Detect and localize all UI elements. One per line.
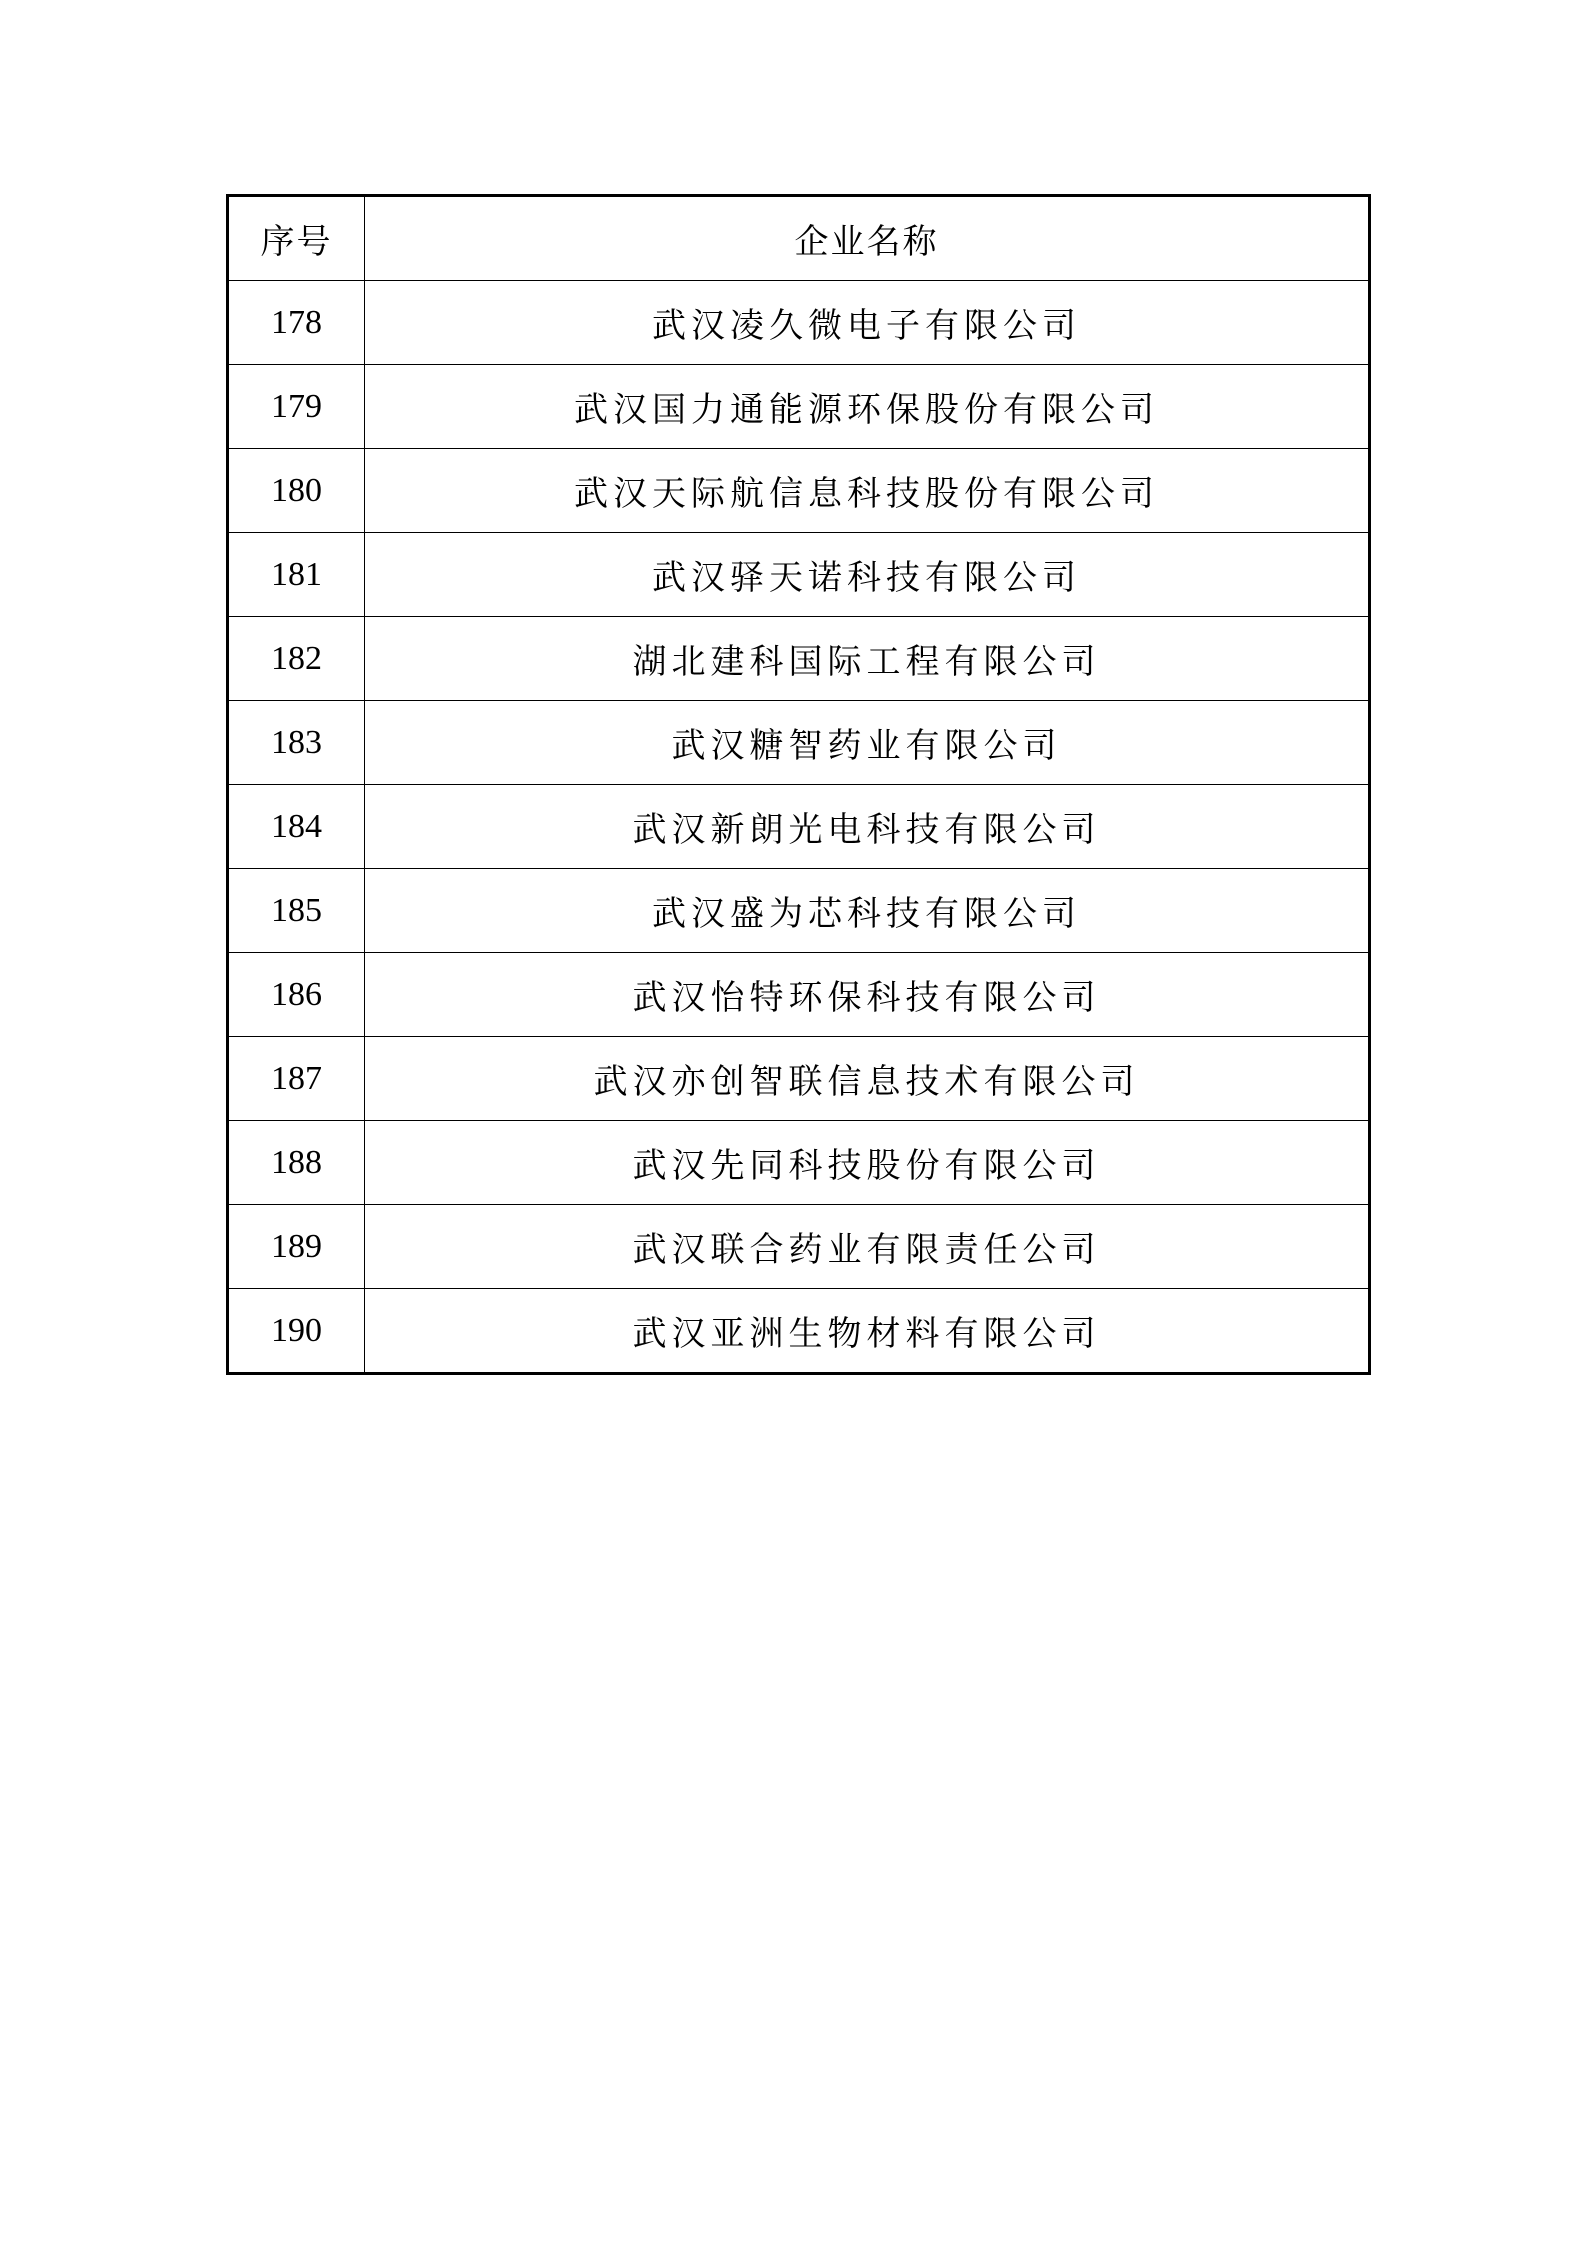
table-row	[228, 869, 1370, 953]
table-row	[228, 617, 1370, 701]
row-index: 186	[228, 953, 365, 1037]
company-list-table	[226, 194, 1371, 1375]
row-index: 182	[228, 617, 365, 701]
row-company-name: 武汉驿天诺科技有限公司	[365, 533, 1370, 617]
header-index: 序号	[228, 196, 365, 281]
row-index: 189	[228, 1205, 365, 1289]
row-index: 188	[228, 1121, 365, 1205]
row-index: 190	[228, 1289, 365, 1374]
row-company-name: 武汉先同科技股份有限公司	[365, 1121, 1370, 1205]
row-company-name: 湖北建科国际工程有限公司	[365, 617, 1370, 701]
row-company-name: 武汉亦创智联信息技术有限公司	[365, 1037, 1370, 1121]
row-company-name: 武汉凌久微电子有限公司	[365, 281, 1370, 365]
row-index: 180	[228, 449, 365, 533]
row-company-name: 武汉亚洲生物材料有限公司	[365, 1289, 1370, 1374]
row-index: 179	[228, 365, 365, 449]
table-row	[228, 1037, 1370, 1121]
row-company-name: 武汉怡特环保科技有限公司	[365, 953, 1370, 1037]
row-company-name: 武汉糖智药业有限公司	[365, 701, 1370, 785]
row-company-name: 武汉联合药业有限责任公司	[365, 1205, 1370, 1289]
table-row	[228, 1205, 1370, 1289]
table-row	[228, 785, 1370, 869]
row-company-name: 武汉国力通能源环保股份有限公司	[365, 365, 1370, 449]
row-index: 181	[228, 533, 365, 617]
row-company-name: 武汉盛为芯科技有限公司	[365, 869, 1370, 953]
table-row	[228, 1289, 1370, 1374]
header-company-name: 企业名称	[365, 196, 1370, 281]
row-index: 184	[228, 785, 365, 869]
table-row	[228, 1121, 1370, 1205]
row-index: 187	[228, 1037, 365, 1121]
table-row	[228, 365, 1370, 449]
row-company-name: 武汉天际航信息科技股份有限公司	[365, 449, 1370, 533]
table-header-row	[228, 196, 1370, 281]
table-row	[228, 533, 1370, 617]
table-row	[228, 701, 1370, 785]
table-row	[228, 953, 1370, 1037]
table-row	[228, 449, 1370, 533]
row-index: 185	[228, 869, 365, 953]
row-index: 178	[228, 281, 365, 365]
row-company-name: 武汉新朗光电科技有限公司	[365, 785, 1370, 869]
table-row	[228, 281, 1370, 365]
row-index: 183	[228, 701, 365, 785]
